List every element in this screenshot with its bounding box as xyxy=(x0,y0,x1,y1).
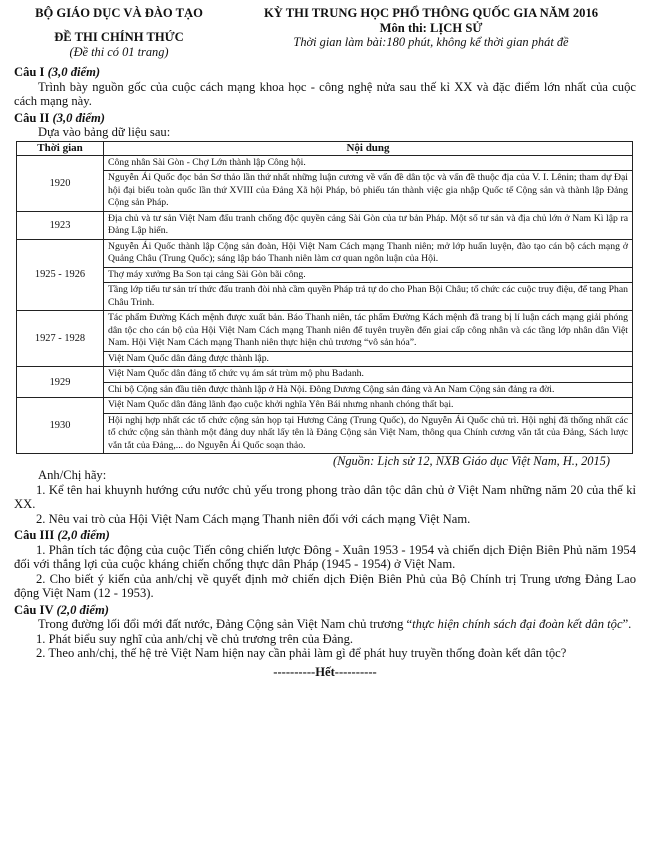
question-4-sub-2: 2. Theo anh/chị, thế hệ trẻ Việt Nam hiện nay cần phải làm gì để phát huy truyền thống đoàn kết dân tộc? xyxy=(36,646,567,660)
header-left xyxy=(14,6,224,59)
content-cell: Công nhân Sài Gòn - Chợ Lớn thành lập Công hội. xyxy=(104,155,633,171)
content-cell: Nguyễn Ái Quốc đọc bản Sơ thảo lần thứ nhất những luận cương về vấn đề dân tộc và vấn đề thuộc địa của V. I. Lênin; tham dự Đại hội đại biểu toàn quốc lần thứ XVIII của Đảng Xã hội Pháp, bỏ phiếu tán thành việc gia nhập Quốc tế Cộng sản và thành lập Đảng Cộng sản Pháp. xyxy=(104,171,633,212)
table-body xyxy=(17,155,633,454)
question-3-points: (2,0 điểm) xyxy=(57,528,110,542)
table-header-row xyxy=(17,141,633,155)
header-right xyxy=(226,6,636,59)
question-2-label: Câu II xyxy=(14,110,50,125)
question-1-points: (3,0 điểm) xyxy=(47,65,101,79)
table-source: (Nguồn: Lịch sử 12, NXB Giáo dục Việt Nam, H., 2015) xyxy=(332,454,610,468)
question-2-prompt: Anh/Chị hãy: xyxy=(38,468,107,482)
subject-label: Môn thi: LỊCH SỬ xyxy=(379,21,483,35)
question-2-intro: Dựa vào bảng dữ liệu sau: xyxy=(38,125,171,139)
question-3-sub-2: 2. Cho biết ý kiến của anh/chị về quyết định mở chiến dịch Điện Biên Phủ của Bộ Chính trị Trung ương Đảng Lao động Việt Nam (12 - 1953). xyxy=(14,571,636,600)
question-3 xyxy=(14,528,636,601)
question-1 xyxy=(14,65,636,109)
exam-header xyxy=(14,6,636,59)
end-marker: ----------Hết---------- xyxy=(273,664,377,679)
table-row xyxy=(17,351,633,367)
content-cell: Tác phẩm Đường Kách mệnh được xuất bản. Báo Thanh niên, tác phẩm Đường Kách mệnh đã trang bị lí luận cách mạng giải phóng dân tộc cho cán bộ của Hội Việt Nam Cách mạng Thanh niên để tuyên truyền đến giai cấp công nhân và các tầng lớp nhân dân Việt Nam. Hội Việt Nam Cách mạng Thanh niên thực hiện chủ trương “vô sản hóa”. xyxy=(104,311,633,352)
table-row xyxy=(17,283,633,311)
year-cell: 1923 xyxy=(17,211,104,239)
question-4-intro-quote: thực hiện chính sách đại đoàn kết dân tộc xyxy=(412,617,623,631)
table-row xyxy=(17,211,633,239)
year-cell: 1920 xyxy=(17,155,104,211)
table-row xyxy=(17,239,633,267)
content-cell: Tầng lớp tiểu tư sản trí thức đấu tranh đòi nhà cầm quyền Pháp trả tự do cho Phan Bội Châu; tổ chức các cuộc truy điệu, để tang Phan Châu Trinh. xyxy=(104,283,633,311)
year-cell: 1930 xyxy=(17,398,104,454)
col-header-time: Thời gian xyxy=(17,141,104,155)
table-row xyxy=(17,398,633,414)
table-row xyxy=(17,267,633,283)
question-3-title xyxy=(14,528,636,543)
question-4-intro-b: ”. xyxy=(622,617,632,631)
content-cell: Hội nghị hợp nhất các tổ chức cộng sản họp tại Hương Cảng (Trung Quốc), do Nguyễn Ái Quốc chủ trì. Hội nghị đã thống nhất các tổ chức cộng sản thành một đảng duy nhất lấy tên là Đảng Cộng sản Việt Nam, thông qua Chính cương vắn tắt của Đảng, Sách lược vắn tắt của Đảng,... do Nguyễn Ái Quốc soạn thảo. xyxy=(104,413,633,454)
history-data-table xyxy=(16,141,633,455)
question-4-sub-1: 1. Phát biểu suy nghĩ của anh/chị về chủ trương trên của Đảng. xyxy=(36,631,354,646)
ministry-name: BỘ GIÁO DỤC VÀ ĐÀO TẠO xyxy=(35,6,203,20)
question-3-label: Câu III xyxy=(14,528,55,542)
content-cell: Thợ máy xưởng Ba Son tại cảng Sài Gòn bãi công. xyxy=(104,267,633,283)
question-2 xyxy=(14,111,636,527)
question-4-label: Câu IV xyxy=(14,602,54,617)
question-4-intro xyxy=(14,617,636,632)
question-1-title xyxy=(14,65,636,80)
table-row xyxy=(17,413,633,454)
question-2-title xyxy=(14,111,636,126)
question-2-points: (3,0 điểm) xyxy=(52,110,105,125)
content-cell: Nguyễn Ái Quốc thành lập Cộng sản đoàn, Hội Việt Nam Cách mạng Thanh niên; mở lớp huấn luyện, đào tạo cán bộ cách mạng ở Quảng Châu (Trung Quốc); sáng lập báo Thanh niên làm cơ quan ngôn luận của Hội. xyxy=(104,239,633,267)
content-cell: Việt Nam Quốc dân đảng tổ chức vụ ám sát trùm mộ phu Badanh. xyxy=(104,367,633,383)
year-cell: 1929 xyxy=(17,367,104,398)
question-4-points: (2,0 điểm) xyxy=(56,602,109,617)
question-4 xyxy=(14,603,636,661)
time-note: Thời gian làm bài:180 phút, không kể thời gian phát đề xyxy=(293,35,569,49)
question-1-label: Câu I xyxy=(14,65,45,79)
content-cell: Chi bộ Cộng sản đầu tiên được thành lập ở Hà Nội. Đông Dương Cộng sản đảng và An Nam Cộng sản đảng ra đời. xyxy=(104,382,633,398)
exam-title: KỲ THI TRUNG HỌC PHỔ THÔNG QUỐC GIA NĂM 2016 xyxy=(263,6,599,20)
content-cell: Việt Nam Quốc dân đảng lãnh đạo cuộc khởi nghĩa Yên Bái nhưng nhanh chóng thất bại. xyxy=(104,398,633,414)
question-2-sub-2: 2. Nêu vai trò của Hội Việt Nam Cách mạng Thanh niên đối với cách mạng Việt Nam. xyxy=(36,511,471,526)
question-4-title xyxy=(14,603,636,618)
table-row xyxy=(17,382,633,398)
content-cell: Địa chủ và tư sản Việt Nam đấu tranh chống độc quyền cảng Sài Gòn của tư bản Pháp. Một số tư sản và địa chủ lớn ở Nam Kì lập ra Đảng Lập hiến. xyxy=(104,211,633,239)
content-cell: Việt Nam Quốc dân đảng được thành lập. xyxy=(104,351,633,367)
question-3-sub-1: 1. Phân tích tác động của cuộc Tiến công chiến lược Đông - Xuân 1953 - 1954 và chiến dịch Điện Biên Phủ năm 1954 đối với thắng lợi của cuộc kháng chiến chống thực dân Pháp (1945 - 1954) ở Việt Nam. xyxy=(14,542,636,571)
table-row xyxy=(17,311,633,352)
page-count-note: (Đề thi có 01 trang) xyxy=(69,45,169,59)
official-exam-label: ĐỀ THI CHÍNH THỨC xyxy=(54,30,184,44)
question-2-sub-1: 1. Kể tên hai khuynh hướng cứu nước chủ yếu trong phong trào dân tộc dân chủ ở Việt Nam những năm 20 của thế kỉ XX. xyxy=(14,482,636,511)
table-row xyxy=(17,367,633,383)
table-row xyxy=(17,155,633,171)
year-cell: 1927 - 1928 xyxy=(17,311,104,367)
table-row xyxy=(17,171,633,212)
question-1-text: Trình bày nguồn gốc của cuộc cách mạng khoa học - công nghệ nửa sau thế kỉ XX và đặc điểm lớn nhất của cuộc cách mạng này. xyxy=(14,79,636,108)
year-cell: 1925 - 1926 xyxy=(17,239,104,311)
col-header-content: Nội dung xyxy=(104,141,633,155)
question-4-intro-a: Trong đường lối đổi mới đất nước, Đảng Cộng sản Việt Nam chủ trương “ xyxy=(38,617,413,631)
